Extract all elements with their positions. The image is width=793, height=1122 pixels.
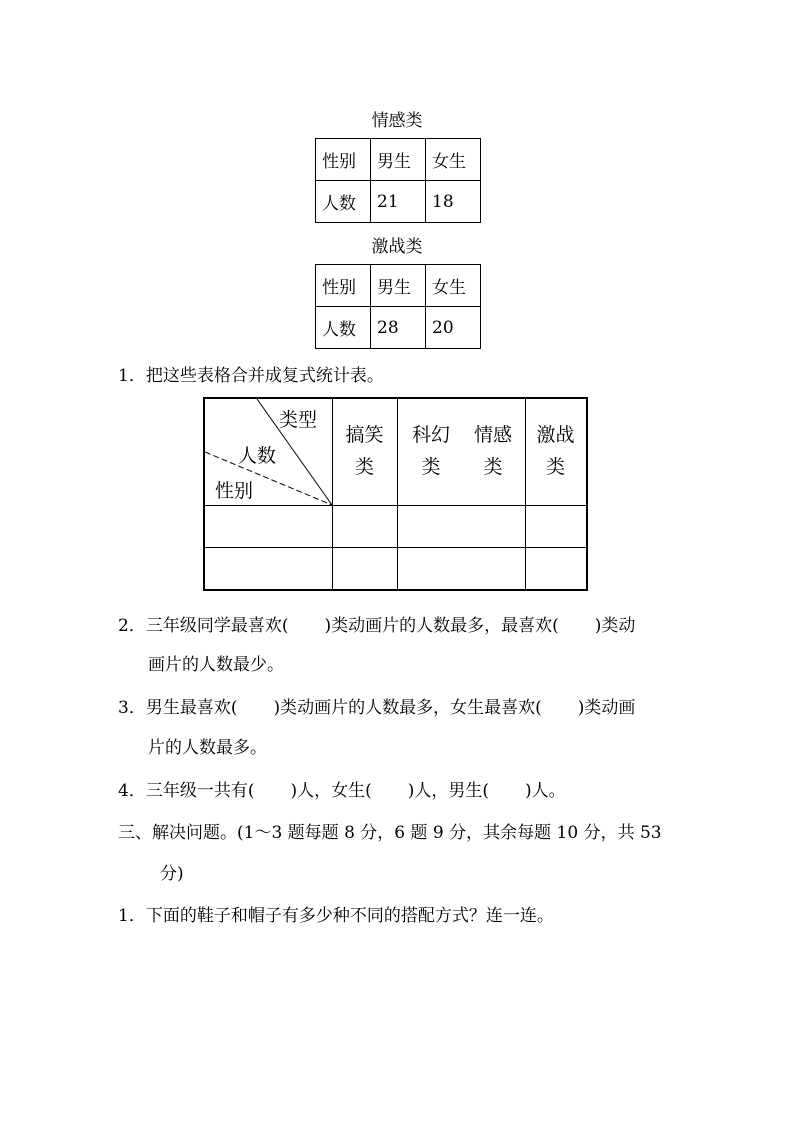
- question-4: 4．三年级一共有( )人，女生( )人，男生( )人。: [118, 781, 566, 801]
- table-caption-emotion: 情感类: [371, 111, 423, 131]
- corner-label-count: 人数: [238, 445, 277, 467]
- question-3-line-2: 片的人数最多。: [148, 738, 267, 758]
- column-divider: [397, 399, 398, 589]
- question-2-line-1: 2．三年级同学最喜欢( )类动画片的人数最多，最喜欢( )类动: [118, 616, 636, 636]
- table-emotion: [315, 138, 481, 223]
- table-row: [316, 307, 481, 349]
- question-2-line-2: 画片的人数最少。: [148, 655, 284, 675]
- table-cell: 人数: [316, 307, 371, 349]
- question-3-line-1: 3．男生最喜欢( )类动画片的人数最多，女生最喜欢( )类动画: [118, 698, 636, 718]
- table-row: [316, 265, 481, 307]
- column-header-comedy: 搞笑 类: [345, 424, 384, 478]
- table-cell: 女生: [426, 265, 481, 307]
- corner-label-gender: 性别: [215, 480, 254, 502]
- column-header-scifi: 科幻 类: [411, 424, 450, 478]
- row-divider: [205, 547, 586, 548]
- column-header-battle: 激战 类: [536, 424, 575, 478]
- table-cell: 女生: [426, 139, 481, 181]
- table-cell: 18: [426, 181, 481, 223]
- table-battle: [315, 264, 481, 349]
- table-caption-battle: 激战类: [371, 237, 423, 257]
- table-cell: 男生: [371, 265, 426, 307]
- question-1: 1．把这些表格合并成复式统计表。: [118, 366, 384, 386]
- column-header-emotion: 情感 类: [473, 424, 512, 478]
- table-cell: 28: [371, 307, 426, 349]
- section-3-question-1: 1．下面的鞋子和帽子有多少种不同的搭配方式？连一连。: [118, 906, 554, 926]
- table-cell: 20: [426, 307, 481, 349]
- table-cell: 性别: [316, 265, 371, 307]
- table-cell: 人数: [316, 181, 371, 223]
- table-cell: 男生: [371, 139, 426, 181]
- table-cell: 21: [371, 181, 426, 223]
- compound-table: [203, 397, 588, 591]
- table-cell: 性别: [316, 139, 371, 181]
- table-row: [316, 181, 481, 223]
- section-3-heading: 三、解决问题。(1～3 题每题 8 分，6 题 9 分，其余每题 10 分，共 53: [118, 823, 662, 843]
- table-row: [316, 139, 481, 181]
- corner-label-type: 类型: [279, 409, 318, 431]
- section-3-heading-cont: 分): [160, 864, 184, 884]
